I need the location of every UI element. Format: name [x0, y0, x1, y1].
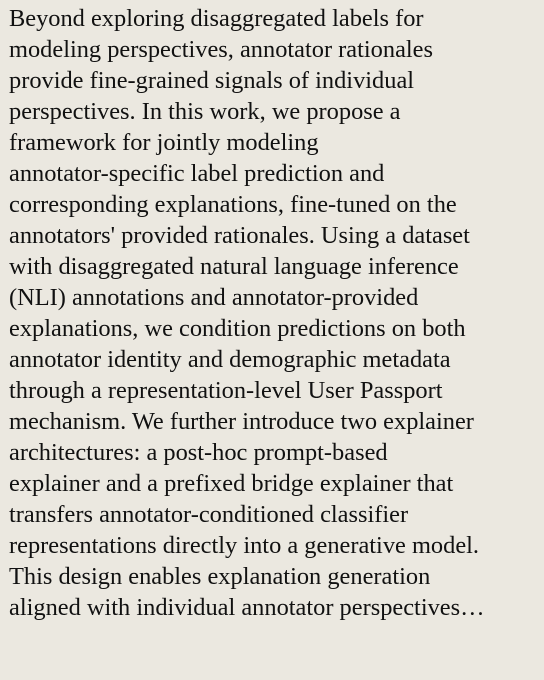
abstract-line: with disaggregated natural language inference — [9, 253, 459, 280]
abstract-line: modeling perspectives, annotator rationales — [9, 36, 433, 63]
abstract-line: Beyond exploring disaggregated labels for — [9, 5, 424, 32]
abstract-line: annotator-specific label prediction and — [9, 160, 385, 187]
abstract-line: framework for jointly modeling — [9, 129, 319, 156]
abstract-line: provide fine-grained signals of individual — [9, 67, 415, 94]
abstract-line: representations directly into a generative model. — [9, 532, 480, 559]
abstract-line: through a representation-level User Passport — [9, 377, 443, 404]
abstract-line: mechanism. We further introduce two explainer — [9, 408, 474, 435]
abstract-line: explanations, we condition predictions on both — [9, 315, 466, 342]
abstract-line: aligned with individual annotator perspectives… — [9, 594, 485, 621]
abstract-line: annotators' provided rationales. Using a dataset — [9, 222, 470, 249]
abstract-line: annotator identity and demographic metadata — [9, 346, 451, 373]
abstract-line: perspectives. In this work, we propose a — [9, 98, 401, 125]
abstract-text — [9, 3, 543, 623]
abstract-line: corresponding explanations, fine-tuned on the — [9, 191, 457, 218]
abstract-line: This design enables explanation generation — [9, 563, 431, 590]
abstract-line: architectures: a post-hoc prompt-based — [9, 439, 388, 466]
abstract-line: transfers annotator-conditioned classifier — [9, 501, 409, 528]
abstract-line: (NLI) annotations and annotator-provided — [9, 284, 419, 311]
abstract-line: explainer and a prefixed bridge explainer that — [9, 470, 454, 497]
